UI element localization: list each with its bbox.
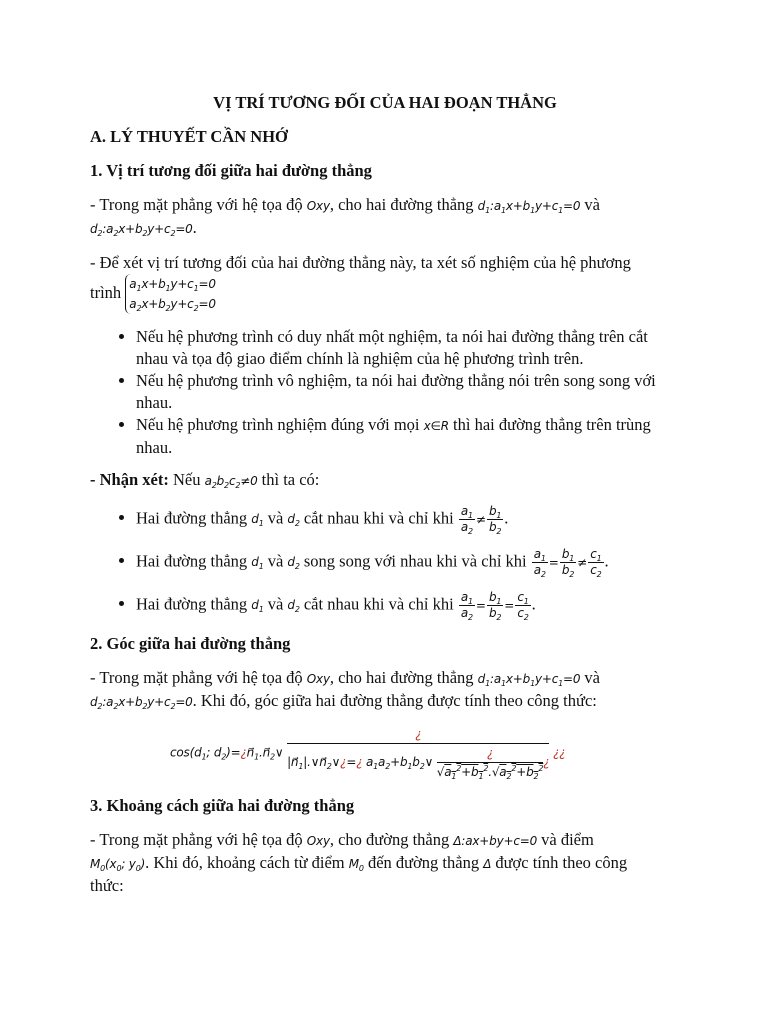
section-1-heading: 1. Vị trí tương đối giữa hai đường thẳng: [90, 161, 372, 180]
text: cắt nhau khi và chỉ khi: [299, 594, 458, 614]
text: . Khi đó, góc giữa hai đường thẳng được tính theo công thức:: [192, 691, 597, 710]
text: thức:: [90, 876, 124, 895]
math-eq: =: [548, 555, 559, 570]
math-remark-condition: $a_2b_2c_2\ne 0$: [204, 474, 258, 490]
s3-paragraph-1: [90, 829, 680, 897]
math-d1: $d_1$: [251, 512, 264, 529]
section-3-heading: 3. Khoảng cách giữa hai đường thẳng: [90, 796, 355, 815]
remark-label: - Nhận xét:: [90, 470, 169, 489]
angle-formula: $\cos(d_1$; $d_2)=¿n⃗_1.n⃗_2\vee$ ¿ $|n⃗_1|.\vee n⃗_2\vee¿=¿$ $a_1a_2+b_1b_2\vee$ ¿ $√a_1^2+b_1^2.√a_2^2+b_2^2$ ¿ ¿¿: [170, 727, 566, 781]
math-d1: $d_1$: [251, 555, 264, 572]
text: Hai đường thẳng: [136, 594, 252, 614]
text: thì hai đường thẳng trên trùng nhau.: [136, 415, 651, 457]
fraction-a: $\frac{a_1}{a_2}$: [460, 504, 473, 536]
math-d2-equation: $d_2:a_2x+b_2y+c_2=0$: [90, 222, 193, 238]
text: cắt nhau khi và chỉ khi: [299, 508, 458, 528]
text: trình: [90, 282, 122, 302]
math-d2-equation: $d_2:a_2x+b_2y+c_2=0$: [90, 695, 193, 711]
math-m0-point: $M_0(x_0$; $y_0$): [90, 857, 146, 873]
document-page: [90, 92, 680, 909]
text: Nếu hệ phương trình nghiệm đúng với mọi: [136, 415, 420, 434]
list-item: [136, 414, 680, 459]
s1-paragraph-1: [90, 194, 680, 240]
math-delta: Δ: [483, 857, 492, 871]
math-oxy: Oxy: [306, 672, 330, 686]
math-x-in-r: x∈R: [423, 419, 449, 433]
math-oxy: Oxy: [306, 834, 330, 848]
s1-remark-list: [90, 504, 680, 621]
text: và: [580, 195, 600, 214]
fraction-b: $\frac{b_1}{b_2}$: [561, 547, 575, 579]
math-d2: $d_2$: [287, 598, 300, 615]
text: - Để xét vị trí tương đối của hai đường thẳng này, ta xét số nghiệm của hệ phương: [90, 253, 631, 272]
formula-fraction: [287, 725, 549, 781]
math-d1-equation: $d_1:a_1x+b_1y+c_1=0$: [477, 199, 581, 215]
list-item: • Nếu hệ phương trình vô nghiệm, ta nói hai đường thẳng nói trên song song với nhau.: [136, 370, 680, 414]
math-oxy: Oxy: [306, 199, 330, 213]
text: - Trong mặt phẳng với hệ tọa độ: [90, 830, 307, 849]
fraction-c: $\frac{c_1}{c_2}$: [517, 590, 529, 622]
text: song song với nhau khi và chỉ khi: [299, 551, 531, 571]
math-d1-equation: $d_1:a_1x+b_1y+c_1=0$: [477, 672, 581, 688]
text: , cho hai đường thẳng: [329, 668, 478, 687]
math-eq: =: [504, 598, 515, 613]
formula-artifact: ¿¿: [553, 745, 566, 760]
list-item: • Hai đường thẳng $d_1$ và $d_2$ song song với nhau khi và chỉ khi $\frac{a_1}{a_2}$ = $\frac{b_1}{b_2}$ ≠ $\frac{c_1}{c_2}$ .: [136, 547, 680, 578]
text: thì ta có:: [257, 470, 320, 489]
math-delta-equation: Δ:ax+by+c=0: [453, 834, 538, 848]
formula-cos: cos: [170, 745, 190, 760]
math-neq: ≠: [475, 512, 486, 527]
text: và: [263, 551, 288, 571]
section-a-heading: A. LÝ THUYẾT CẦN NHỚ: [90, 127, 288, 146]
math-d2: $d_2$: [287, 512, 300, 529]
math-neq: ≠: [577, 555, 588, 570]
s1-bullet-list: [90, 326, 680, 459]
text: .: [192, 218, 197, 237]
text: , cho hai đường thẳng: [329, 195, 478, 214]
s2-paragraph-1: [90, 667, 680, 713]
list-item: • Hai đường thẳng $d_1$ và $d_2$ cắt nhau khi và chỉ khi $\frac{a_1}{a_2}$ ≠ $\frac{b_1}{b_2}$ .: [136, 504, 680, 535]
text: đến đường thẳng: [363, 853, 484, 872]
text: . Khi đó, khoảng cách từ điểm: [145, 853, 349, 872]
math-d1: $d_1$: [251, 598, 264, 615]
math-m0: $M_0$: [348, 857, 364, 873]
formula-artifact: ¿: [437, 744, 544, 763]
section-2-heading: 2. Góc giữa hai đường thẳng: [90, 634, 291, 653]
text: và: [263, 594, 288, 614]
fraction-c: $\frac{c_1}{c_2}$: [590, 547, 602, 579]
s1-remark: [90, 469, 680, 492]
text: - Trong mặt phẳng với hệ tọa độ: [90, 195, 307, 214]
formula-artifact: ¿: [287, 725, 549, 744]
s1-paragraph-2: [90, 252, 680, 314]
formula-artifact: ¿: [240, 745, 247, 760]
math-equation-system: $a_1x+b_1y+c_1=0$ $a_2x+b_2y+c_2=0$: [125, 274, 215, 314]
fraction-a: $\frac{a_1}{a_2}$: [460, 590, 473, 622]
text: và: [263, 508, 288, 528]
formula-denominator: $|n⃗_1|.\vee n⃗_2\vee¿=¿$ $a_1a_2+b_1b_2\vee$ ¿ $√a_1^2+b_1^2.√a_2^2+b_2^2$ ¿: [287, 746, 550, 781]
text: và điểm: [537, 830, 594, 849]
fraction-a: $\frac{a_1}{a_2}$: [533, 547, 546, 579]
math-d2: $d_2$: [287, 555, 300, 572]
list-item: • Nếu hệ phương trình có duy nhất một nghiệm, ta nói hai đường thẳng trên cắt nhau và tọa độ giao điểm chính là nghiệm của hệ phương trình trên.: [136, 326, 680, 370]
text: Hai đường thẳng: [136, 551, 252, 571]
text: Nếu: [168, 470, 205, 489]
list-item: • Hai đường thẳng $d_1$ và $d_2$ cắt nhau khi và chỉ khi $\frac{a_1}{a_2}$ = $\frac{b_1}{b_2}$ = $\frac{c_1}{c_2}$ .: [136, 590, 680, 621]
formula-sqrt-fraction: ¿ $√a_1^2+b_1^2.√a_2^2+b_2^2$: [436, 746, 544, 781]
math-eq: =: [475, 598, 486, 613]
text: và: [580, 668, 600, 687]
fraction-b: $\frac{b_1}{b_2}$: [488, 504, 502, 536]
fraction-b: $\frac{b_1}{b_2}$: [488, 590, 502, 622]
text: - Trong mặt phẳng với hệ tọa độ: [90, 668, 307, 687]
text: , cho đường thẳng: [329, 830, 454, 849]
text: Hai đường thẳng: [136, 508, 252, 528]
doc-title: VỊ TRÍ TƯƠNG ĐỐI CỦA HAI ĐOẠN THẲNG: [213, 93, 557, 112]
text: được tính theo công: [491, 853, 628, 872]
